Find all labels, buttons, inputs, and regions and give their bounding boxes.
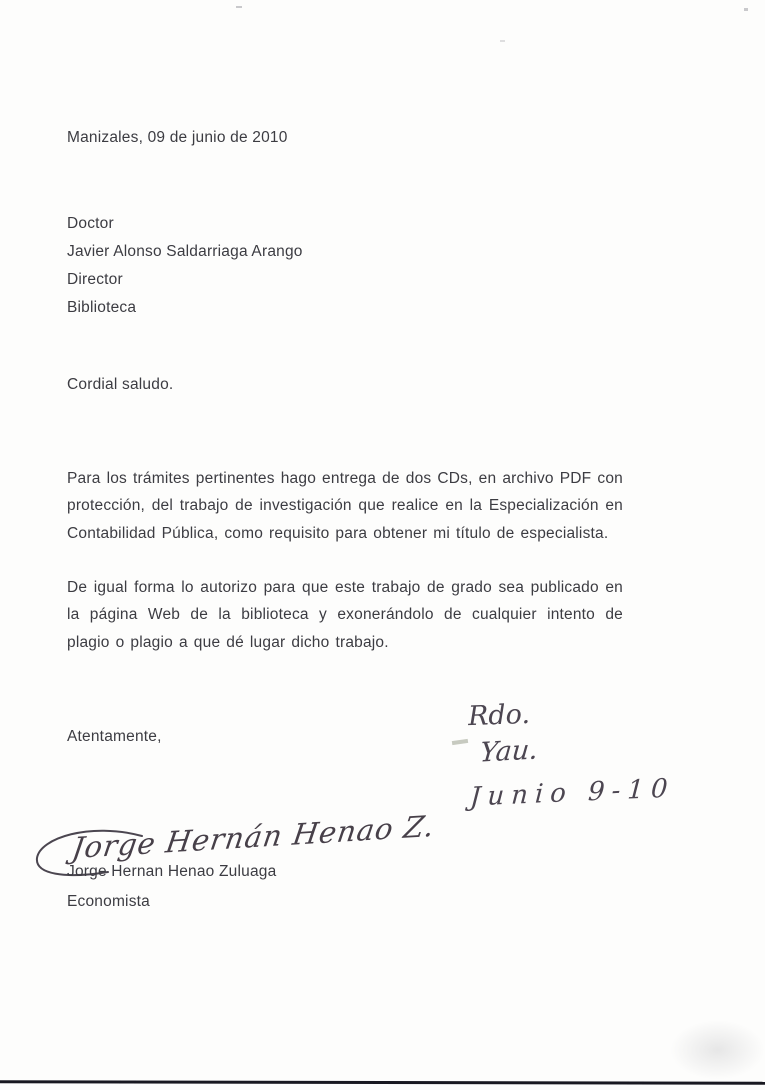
- body-paragraph-1: Para los trámites pertinentes hago entrega de dos CDs, en archivo PDF con protección, del trabajo de investigación que realice en la Especialización en Contabilidad Pública, como requisito para obtener mi título de especialista.: [67, 469, 623, 542]
- salutation: Cordial saludo.: [67, 376, 174, 393]
- scan-edge-line: [0, 1080, 765, 1085]
- recipient-department: Biblioteca: [67, 299, 137, 316]
- closing: Atentamente,: [67, 728, 162, 745]
- recipient-block: [67, 210, 303, 322]
- signatory-name: Jorge Hernan Henao Zuluaga: [67, 863, 277, 880]
- body-paragraph-2: De igual forma lo autorizo para que este trabajo de grado sea publicado en la página Web de la biblioteca y exonerándolo de cualquier intento de plagio o plagio a que dé lugar dicho trabajo.: [67, 578, 623, 651]
- recipient-name: Javier Alonso Saldarriaga Arango: [67, 243, 303, 260]
- recipient-role: Director: [67, 271, 123, 288]
- signatory-title: Economista: [67, 893, 150, 910]
- scan-speck: [500, 40, 505, 42]
- recipient-title: Doctor: [67, 215, 114, 232]
- note-line-1: Rdo.: [467, 698, 531, 733]
- letter-date: Manizales, 09 de junio de 2010: [67, 129, 288, 146]
- scan-smudge: [670, 1020, 765, 1080]
- scan-speck: [236, 6, 242, 8]
- note-line-2: Yau.: [478, 734, 540, 769]
- scan-speck: [744, 8, 748, 11]
- pen-smudge: [452, 739, 468, 745]
- note-line-3: Junio 9-10: [469, 773, 676, 813]
- signature-handwritten: Jorge Hernán Henao Z.: [69, 808, 438, 866]
